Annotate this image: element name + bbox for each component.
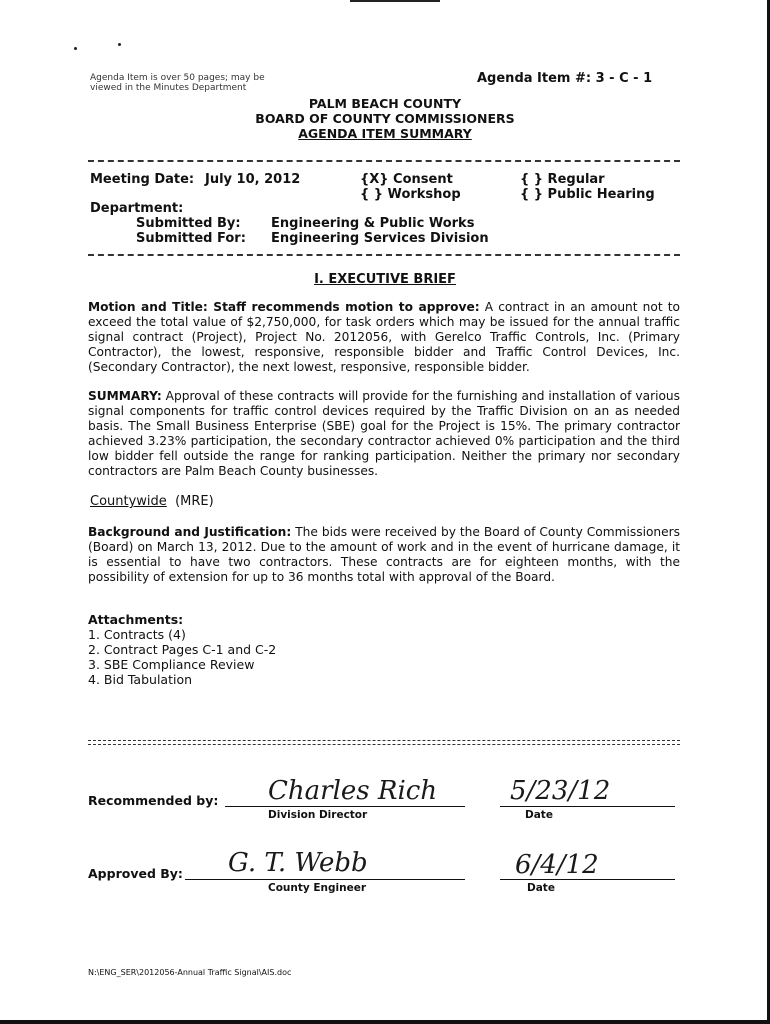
division-director-caption: Division Director — [268, 809, 368, 821]
attachments-label: Attachments: — [88, 612, 184, 627]
background-paragraph — [88, 525, 680, 585]
approved-by-label: Approved By: — [88, 866, 183, 881]
top-scan-mark — [350, 0, 440, 2]
page-edge-bottom — [0, 1020, 770, 1024]
header-summary-title: AGENDA ITEM SUMMARY — [298, 126, 472, 141]
background-text: The bids were received by the Board of County Commissioners (Board) on March 13, 2012. Due to the amount of work and in the event of hurricane damage, it is essential to have two contractors. These contracts are for eighteen months, with the possibility of extension for up to 36 months total with approval of the Board. — [88, 525, 680, 584]
meeting-date-value: July 10, 2012 — [205, 172, 301, 187]
summary-text: Approval of these contracts will provide for the furnishing and installation of various signal components for traffic control devices required by the Traffic Division on an as needed basis. The Small Business Enterprise (SBE) goal for the Project is 15%. The primary contractor achieved 3.23% participation, the secondary contractor achieved 0% participation and the third low bidder fell outside the range for ranking participation. Neither the primary nor secondary contractors are Palm Beach County businesses. — [88, 389, 680, 478]
divider — [88, 254, 680, 256]
county-engineer-caption: County Engineer — [268, 882, 367, 894]
oversize-note-line2: viewed in the Minutes Department — [90, 83, 247, 93]
motion-text: A contract in an amount not to exceed the total value of $2,750,000, for task orders which may be issued for the annual traffic signal contract (Project), Project No. 2012056, with Gerelco Traffic Controls, Inc. (Primary Contractor), the lowest, responsive, responsible bidder and Traffic Control Devices, Inc. (Secondary Contractor), the next lowest, responsive, responsible bidder. — [88, 300, 680, 374]
attachment-item: 3. SBE Compliance Review — [88, 657, 255, 672]
motion-paragraph — [88, 300, 680, 375]
submitted-by-value: Engineering & Public Works — [271, 216, 475, 231]
signature-line — [225, 806, 465, 807]
scan-speck — [74, 47, 77, 50]
file-path: N:\ENG_SER\2012056-Annual Traffic Signal\AIS.doc — [88, 968, 292, 977]
meeting-date-label: Meeting Date: — [90, 172, 195, 187]
summary-paragraph — [88, 389, 680, 479]
signature-line — [185, 879, 465, 880]
date-caption: Date — [525, 809, 553, 821]
option-regular: { } Regular — [520, 172, 605, 187]
recommended-date: 5/23/12 — [510, 776, 611, 806]
submitted-for-label: Submitted For: — [136, 231, 246, 246]
countywide-line — [90, 494, 214, 509]
recommended-by-label: Recommended by: — [88, 793, 219, 808]
scan-speck — [118, 43, 121, 46]
summary-label: SUMMARY: — [88, 389, 162, 403]
option-workshop: { } Workshop — [360, 187, 461, 202]
motion-label: Motion and Title: Staff recommends motion to approve: — [88, 300, 480, 314]
header-county: PALM BEACH COUNTY — [308, 96, 462, 111]
option-public-hearing: { } Public Hearing — [520, 187, 655, 202]
background-label: Background and Justification: — [88, 525, 292, 539]
divider — [88, 744, 680, 745]
attachment-item: 2. Contract Pages C-1 and C-2 — [88, 642, 277, 657]
divider — [88, 740, 680, 741]
approved-date: 6/4/12 — [515, 850, 599, 880]
oversize-note — [90, 73, 265, 93]
submitted-by-label: Submitted By: — [136, 216, 241, 231]
date-line — [500, 806, 675, 807]
attachments-section — [88, 612, 276, 687]
oversize-note-line1: Agenda Item is over 50 pages; may be — [90, 73, 265, 83]
division-director-signature: Charles Rich — [268, 776, 438, 806]
submitted-for-value: Engineering Services Division — [271, 231, 489, 246]
agenda-item-number: Agenda Item #: 3 - C - 1 — [477, 71, 653, 86]
county-engineer-signature: G. T. Webb — [228, 848, 368, 878]
divider — [88, 160, 680, 162]
option-consent: {X} Consent — [360, 172, 453, 187]
attachment-item: 1. Contracts (4) — [88, 627, 186, 642]
section-title: I. EXECUTIVE BRIEF — [314, 272, 456, 287]
attachment-item: 4. Bid Tabulation — [88, 672, 193, 687]
date-caption: Date — [527, 882, 555, 894]
district-code: (MRE) — [175, 494, 214, 509]
countywide-label: Countywide — [90, 494, 167, 509]
header-board: BOARD OF COUNTY COMMISSIONERS — [255, 111, 515, 126]
department-label: Department: — [90, 201, 184, 216]
